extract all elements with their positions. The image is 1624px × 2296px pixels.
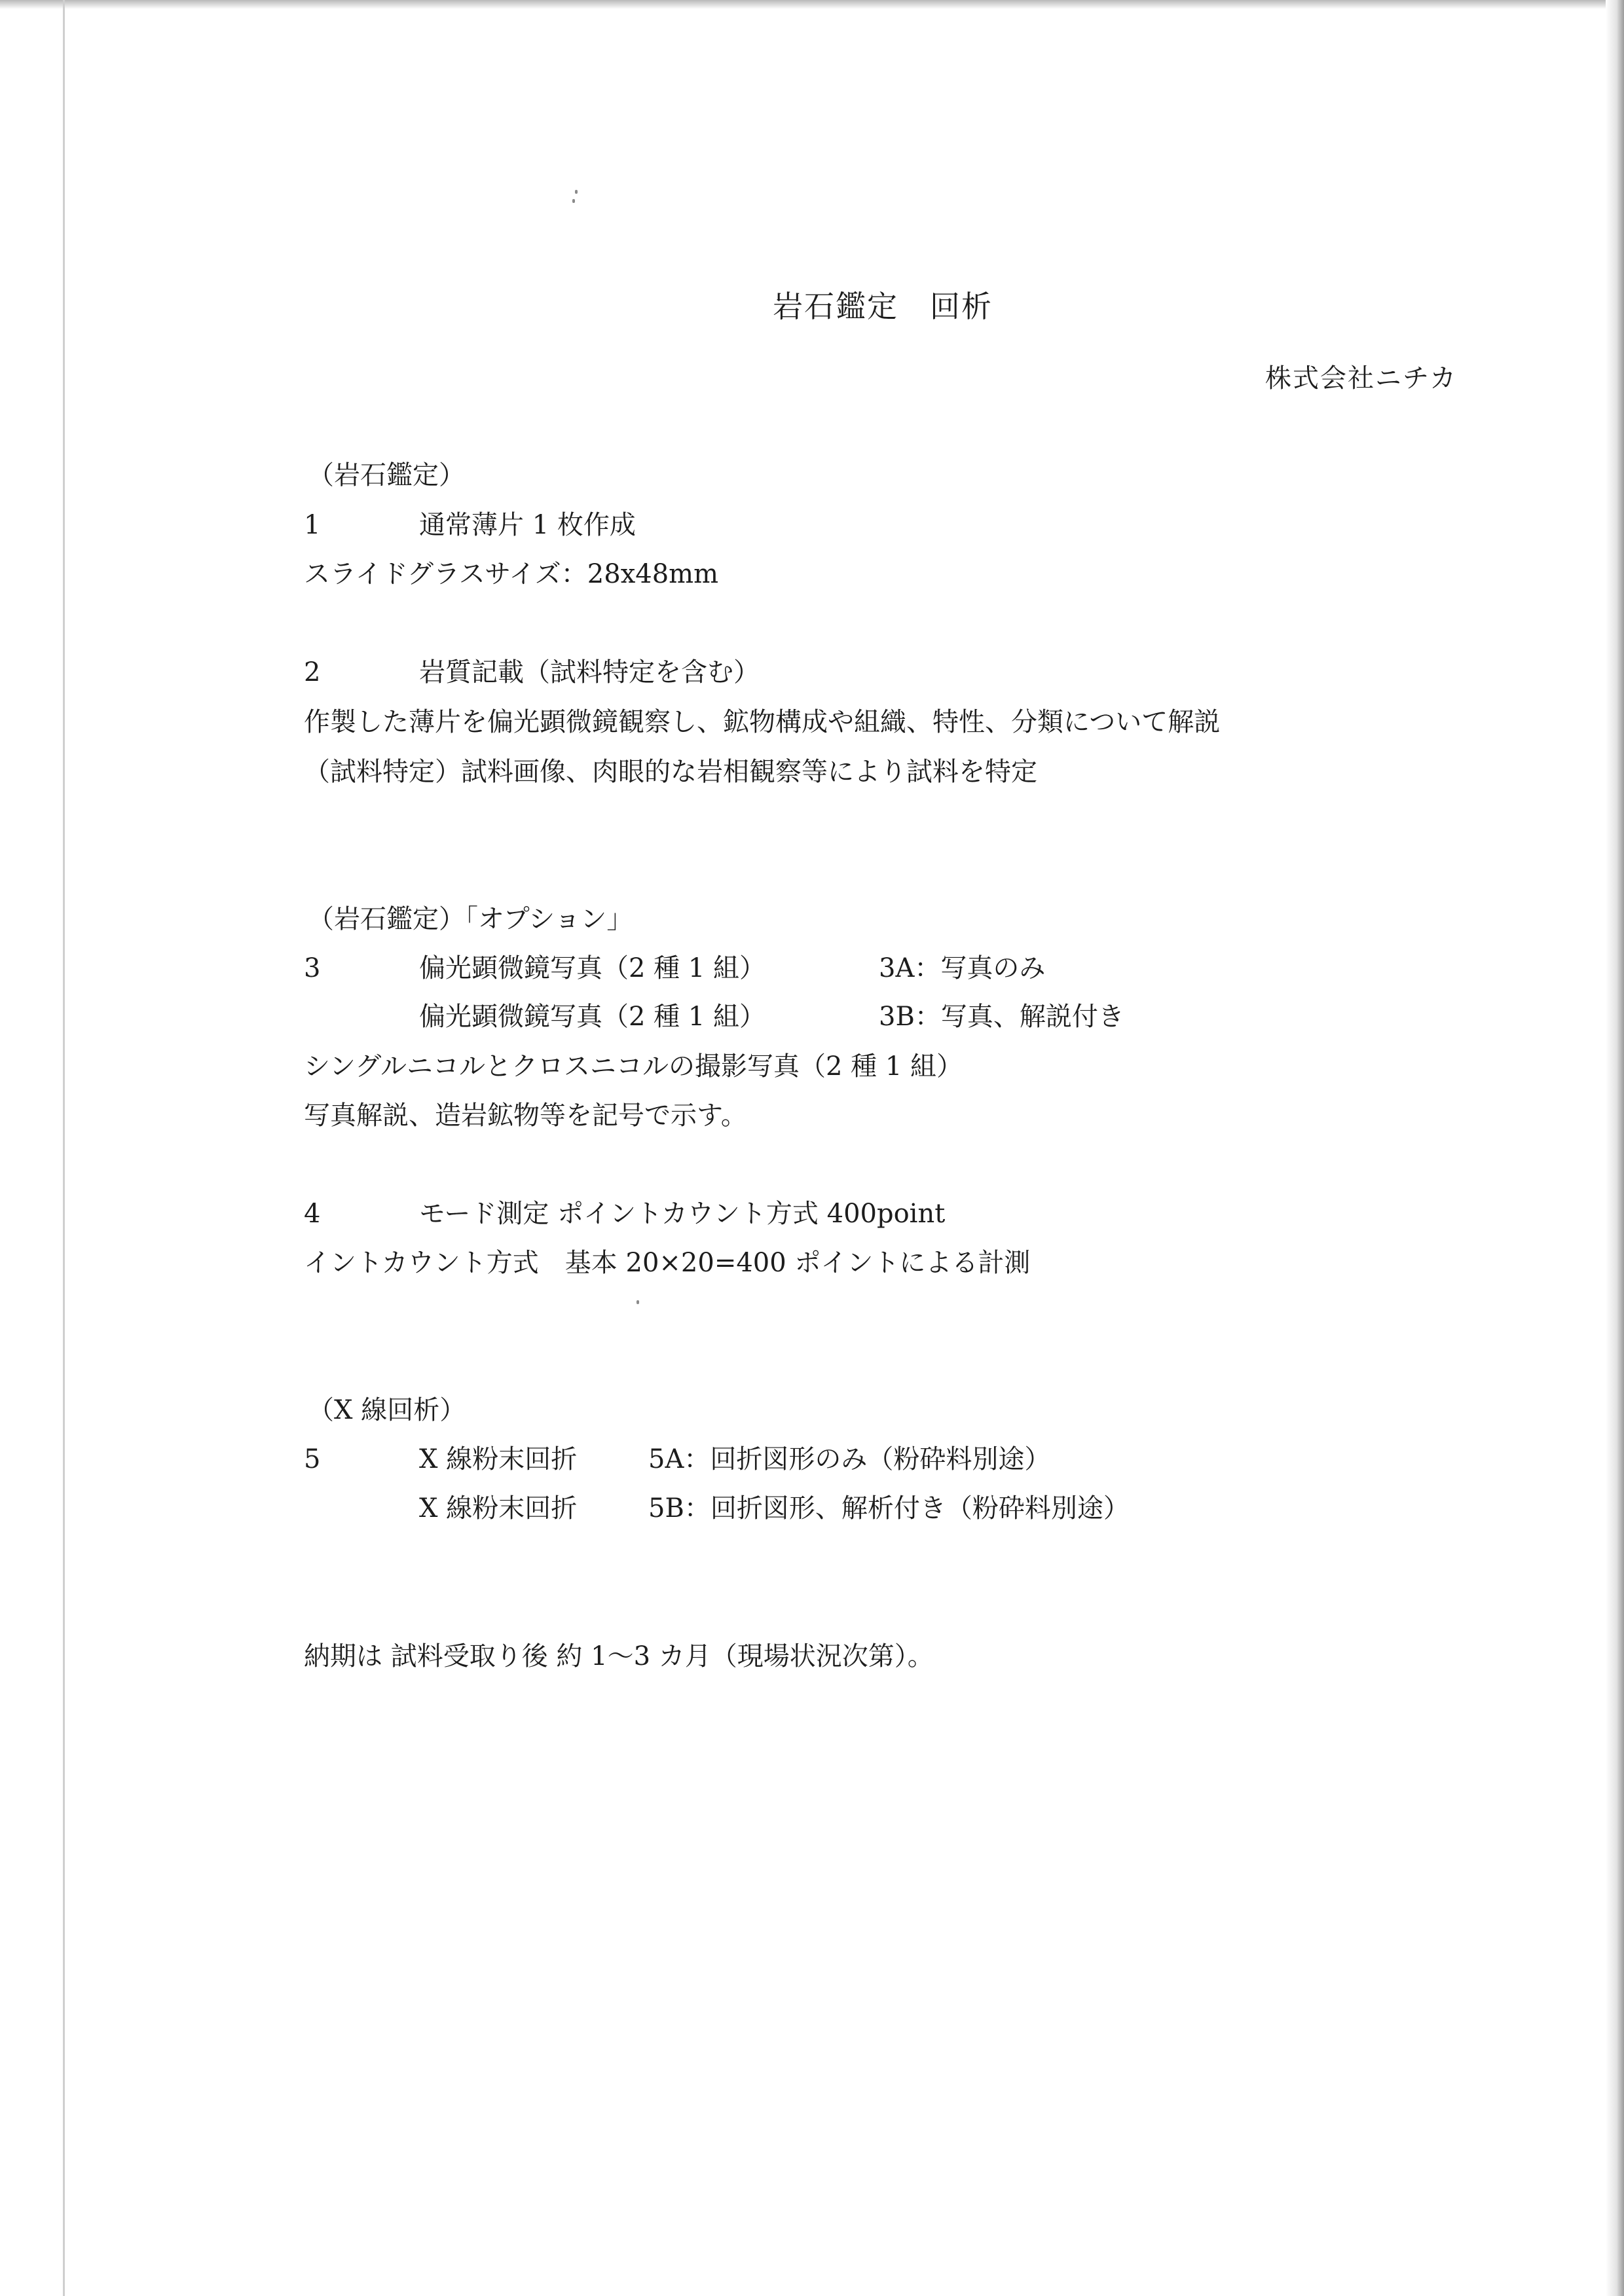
item-1-label: 通常薄片 1 枚作成 xyxy=(419,510,636,540)
delivery-note: 納期は 試料受取り後 約 1〜3 カ月（現場状況次第）。 xyxy=(304,1641,934,1671)
item-2-detail-2: （試料特定）試料画像、肉眼的な岩相観察等により試料を特定 xyxy=(304,757,1037,787)
item-5-number: 5 xyxy=(304,1444,321,1474)
item-1-detail: スライドグラスサイズ：28x48mm xyxy=(304,559,719,589)
item-5b-label: X 線粉末回折 xyxy=(419,1493,578,1523)
item-3a-option: 3A：写真のみ xyxy=(879,953,1046,983)
item-5a-option: 5A：回折図形のみ（粉砕料別途） xyxy=(648,1444,1051,1474)
document-title: 岩石鑑定 回析 xyxy=(773,289,993,324)
scan-speck xyxy=(575,190,578,194)
section-heading-options: （岩石鑑定）「オプション」 xyxy=(308,904,633,934)
item-2-number: 2 xyxy=(304,657,321,687)
item-4-label: モード測定 ポイントカウント方式 400point xyxy=(419,1199,946,1229)
item-3-number: 3 xyxy=(304,953,321,983)
item-2-label: 岩質記載（試料特定を含む） xyxy=(419,657,760,687)
section-heading-rock: （岩石鑑定） xyxy=(308,460,465,490)
item-4-detail: イントカウント方式 基本 20×20=400 ポイントによる計測 xyxy=(304,1248,1031,1278)
item-5a-label: X 線粉末回折 xyxy=(419,1444,578,1474)
item-4-number: 4 xyxy=(304,1199,321,1229)
item-3b-option: 3B：写真、解説付き xyxy=(879,1002,1124,1032)
company-name: 株式会社ニチカ xyxy=(1265,363,1458,393)
section-heading-xray: （X 線回析） xyxy=(308,1395,466,1425)
item-2-detail-1: 作製した薄片を偏光顕微鏡観察し、鉱物構成や組織、特性、分類について解説 xyxy=(304,707,1221,737)
scan-speck xyxy=(637,1300,639,1304)
item-1-number: 1 xyxy=(304,510,321,540)
scan-speck xyxy=(572,199,575,203)
item-3b-label: 偏光顕微鏡写真（2 種 1 組） xyxy=(419,1002,766,1032)
item-3a-label: 偏光顕微鏡写真（2 種 1 組） xyxy=(419,953,766,983)
item-3-detail-1: シングルニコルとクロスニコルの撮影写真（2 種 1 組） xyxy=(304,1051,963,1082)
item-5b-option: 5B：回折図形、解析付き（粉砕料別途） xyxy=(648,1493,1130,1523)
item-3-detail-2: 写真解説、造岩鉱物等を記号で示す。 xyxy=(304,1101,747,1131)
